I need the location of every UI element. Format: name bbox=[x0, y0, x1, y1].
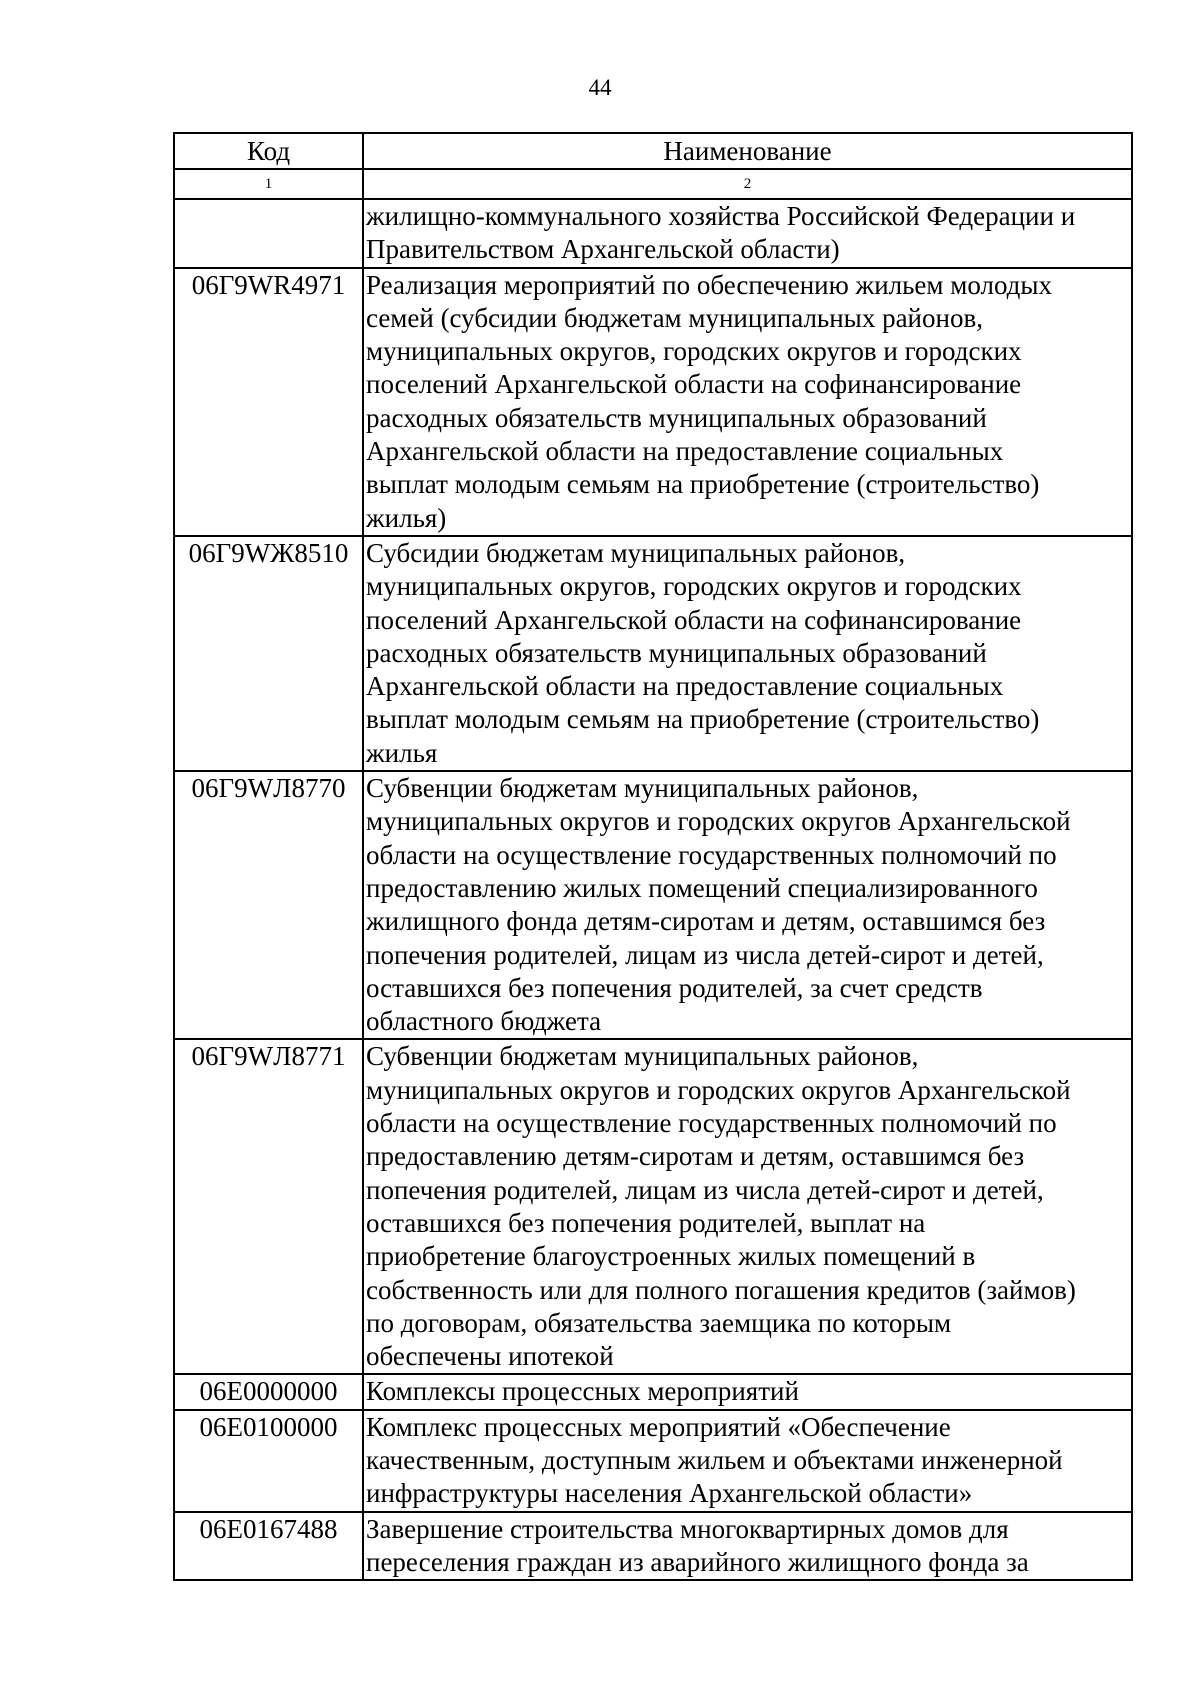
row-code: 06Г9WЛ8771 bbox=[174, 1039, 363, 1374]
page-number: 44 bbox=[588, 75, 612, 100]
table-row bbox=[174, 1410, 1132, 1512]
column-number-row bbox=[174, 169, 1132, 199]
table-row bbox=[174, 1512, 1132, 1581]
header-name: Наименование bbox=[363, 133, 1132, 169]
table-row bbox=[174, 536, 1132, 771]
row-code: 06Е0167488 bbox=[174, 1512, 363, 1581]
row-code: 06Г9WЛ8770 bbox=[174, 771, 363, 1039]
column-number-code: 1 bbox=[174, 169, 363, 199]
table-row bbox=[174, 1374, 1132, 1409]
row-name: Комплексы процессных мероприятий bbox=[363, 1374, 1132, 1409]
row-code: 06Г9WR4971 bbox=[174, 268, 363, 536]
row-code bbox=[174, 199, 363, 268]
table-row bbox=[174, 199, 1132, 268]
classification-table bbox=[173, 132, 1133, 1581]
row-code: 06Е0100000 bbox=[174, 1410, 363, 1512]
row-name: Субсидии бюджетам муниципальных районов, муниципальных округов, городских округов и городских поселений Архангельской области на софинансирование расходных обязательств муниципальных образований Архангельской области на предоставление социальных выплат молодым семьям на приобретение (строительство) жилья bbox=[363, 536, 1132, 771]
row-name: Реализация мероприятий по обеспечению жильем молодых семей (субсидии бюджетам муниципальных районов, муниципальных округов, городских округов и городских поселений Архангельской области на софинансирование расходных обязательств муниципальных образований Архангельской области на предоставление социальных выплат молодым семьям на приобретение (строительство) жилья) bbox=[363, 268, 1132, 536]
row-name: Субвенции бюджетам муниципальных районов, муниципальных округов и городских округов Архангельской области на осуществление государственных полномочий по предоставлению детям-сиротам и детям, оставшимся без попечения родителей, лицам из числа детей-сирот и детей, оставшихся без попечения родителей, выплат на приобретение благоустроенных жилых помещений в собственность или для полного погашения кредитов (займов) по договорам, обязательства заемщика по которым обеспечены ипотекой bbox=[363, 1039, 1132, 1374]
row-code: 06Г9WЖ8510 bbox=[174, 536, 363, 771]
row-name: Завершение строительства многоквартирных домов для переселения граждан из аварийного жилищного фонда за bbox=[363, 1512, 1132, 1581]
table-row bbox=[174, 771, 1132, 1039]
column-number-name: 2 bbox=[363, 169, 1132, 199]
table-header-row bbox=[174, 133, 1132, 169]
header-code: Код bbox=[174, 133, 363, 169]
row-name: жилищно-коммунального хозяйства Российской Федерации и Правительством Архангельской области) bbox=[363, 199, 1132, 268]
row-code: 06Е0000000 bbox=[174, 1374, 363, 1409]
table-row bbox=[174, 268, 1132, 536]
row-name: Субвенции бюджетам муниципальных районов, муниципальных округов и городских округов Архангельской области на осуществление государственных полномочий по предоставлению жилых помещений специализированного жилищного фонда детям-сиротам и детям, оставшимся без попечения родителей, лицам из числа детей-сирот и детей, оставшихся без попечения родителей, за счет средств областного бюджета bbox=[363, 771, 1132, 1039]
table-row bbox=[174, 1039, 1132, 1374]
row-name: Комплекс процессных мероприятий «Обеспечение качественным, доступным жильем и объектами инженерной инфраструктуры населения Архангельской области» bbox=[363, 1410, 1132, 1512]
